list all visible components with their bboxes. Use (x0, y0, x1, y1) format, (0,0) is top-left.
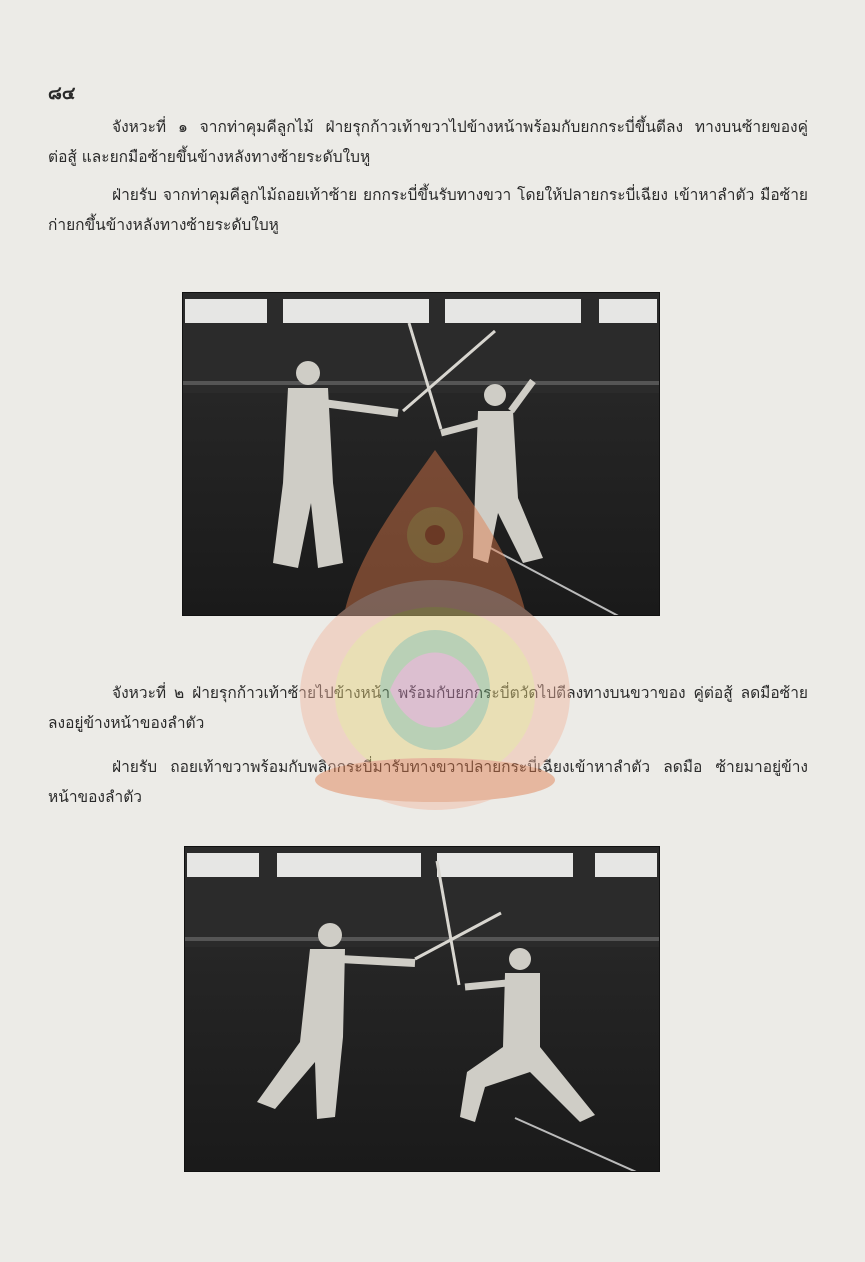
photo-step1 (182, 292, 660, 616)
fencers-figure-step1 (183, 293, 659, 615)
paragraph-step1-defense (48, 180, 808, 240)
step1-attack-text: จังหวะที่ ๑ จากท่าคุมคีลูกไม้ ฝ่ายรุกก้าวเท้าขวาไปข้างหน้าพร้อมกับยกกระบี่ขึ้นตีลง ทางบนซ้ายของคู่ต่อสู้ และยกมือซ้ายขึ้นข้างหลังทางซ้ายระดับใบหู (48, 118, 808, 166)
step1-defense-text: ฝ่ายรับ จากท่าคุมคีลูกไม้ถอยเท้าซ้าย ยกกระบี่ขึ้นรับทางขวา โดยให้ปลายกระบี่เฉียง เข้าหาลำตัว มือซ้ายก่ายกขึ้นข้างหลังทางซ้ายระดับใบหู (48, 186, 808, 234)
paragraph-step2-attack (48, 678, 808, 738)
photo-step2 (184, 846, 660, 1172)
step2-defense-text: ฝ่ายรับ ถอยเท้าขวาพร้อมกับพลิกกระบี่มารับทางขวาปลายกระบี่เฉียงเข้าหาลำตัว ลดมือ ซ้ายมาอยู่ข้างหน้าของลำตัว (48, 758, 808, 806)
paragraph-step1-attack (48, 112, 808, 172)
step2-attack-text: จังหวะที่ ๒ ฝ่ายรุกก้าวเท้าซ้ายไปข้างหน้า พร้อมกับยกกระบี่ตวัดไปตีลงทางบนขวาของ คู่ต่อสู้ ลดมือซ้ายลงอยู่ข้างหน้าของลำตัว (48, 684, 808, 732)
page-number: ๘๔ (48, 83, 76, 104)
paragraph-step2-defense (48, 752, 808, 812)
fencers-figure-step2 (185, 847, 659, 1171)
